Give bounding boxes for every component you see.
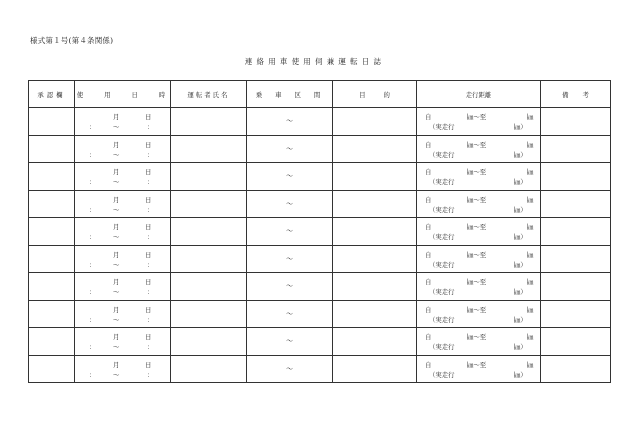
time-range-tilde: ～ (113, 233, 120, 241)
driver-cell[interactable] (171, 273, 247, 301)
distance-km-end-label: ㎞ (527, 223, 534, 231)
time-colon-start: ： (89, 343, 96, 351)
distance-km-to-label: ㎞～至 (467, 360, 487, 369)
day-label: 日 (145, 168, 152, 176)
time-colon-end: ： (147, 343, 154, 351)
header-remarks-part: 備 (562, 90, 569, 99)
datetime-cell[interactable] (75, 135, 171, 163)
distance-cell[interactable] (417, 328, 541, 356)
distance-from-label: 自 (425, 333, 432, 341)
purpose-cell[interactable] (333, 300, 417, 328)
distance-km-to-label: ㎞～至 (467, 333, 487, 341)
purpose-cell[interactable] (333, 190, 417, 218)
header-purpose-part: 的 (383, 90, 390, 99)
distance-cell[interactable] (417, 273, 541, 301)
time-colon-start: ： (89, 178, 96, 186)
actual-distance-km-label: ㎞） (514, 123, 527, 131)
actual-distance-km-label: ㎞） (514, 370, 527, 379)
log-row (29, 190, 611, 218)
distance-cell[interactable] (417, 163, 541, 191)
day-label: 日 (145, 195, 152, 204)
actual-distance-km-label: ㎞） (514, 343, 527, 351)
approval-cell[interactable] (29, 300, 75, 328)
distance-km-to-label: ㎞～至 (467, 223, 487, 231)
distance-km-end-label: ㎞ (527, 250, 534, 259)
purpose-cell[interactable] (333, 355, 417, 383)
approval-cell[interactable] (29, 273, 75, 301)
time-colon-end: ： (147, 315, 154, 324)
day-label: 日 (145, 223, 152, 231)
log-row (29, 245, 611, 273)
actual-distance-label: （実走行 (429, 288, 455, 296)
driver-cell[interactable] (171, 135, 247, 163)
time-colon-end: ： (147, 123, 154, 131)
remarks-cell[interactable] (541, 300, 611, 328)
approval-cell[interactable] (29, 135, 75, 163)
remarks-cell[interactable] (541, 245, 611, 273)
actual-distance-label: （実走行 (429, 205, 455, 214)
section-cell[interactable] (247, 300, 333, 328)
distance-from-label: 自 (425, 113, 432, 121)
driver-cell[interactable] (171, 245, 247, 273)
purpose-cell[interactable] (333, 273, 417, 301)
log-row (29, 108, 611, 136)
distance-from-label: 自 (425, 360, 432, 369)
section-cell[interactable] (247, 190, 333, 218)
time-colon-end: ： (147, 370, 154, 379)
day-label: 日 (145, 278, 152, 286)
time-colon-end: ： (147, 260, 154, 269)
time-colon-end: ： (147, 288, 154, 296)
distance-from-label: 自 (425, 195, 432, 204)
purpose-cell[interactable] (333, 218, 417, 246)
distance-from-label: 自 (425, 278, 432, 286)
datetime-cell[interactable] (75, 328, 171, 356)
time-colon-start: ： (89, 260, 96, 269)
remarks-cell[interactable] (541, 135, 611, 163)
month-label: 月 (113, 360, 120, 369)
header-section-part: 乗 (255, 90, 266, 99)
approval-cell[interactable] (29, 355, 75, 383)
month-label: 月 (113, 305, 120, 314)
approval-cell[interactable] (29, 190, 75, 218)
month-label: 月 (113, 333, 120, 341)
distance-from-label: 自 (425, 168, 432, 176)
day-label: 日 (145, 305, 152, 314)
month-label: 月 (113, 168, 120, 176)
header-distance: 走行距離 (417, 81, 541, 108)
form-number: 様式第１号(第４条関係) (30, 36, 114, 45)
driver-cell[interactable] (171, 355, 247, 383)
distance-km-to-label: ㎞～至 (467, 278, 487, 286)
actual-distance-km-label: ㎞） (514, 260, 527, 269)
header-datetime-part: 使 (76, 90, 87, 99)
actual-distance-label: （実走行 (429, 150, 455, 159)
time-range-tilde: ～ (113, 123, 120, 131)
driver-cell[interactable] (171, 300, 247, 328)
month-label: 月 (113, 278, 120, 286)
actual-distance-km-label: ㎞） (514, 233, 527, 241)
time-colon-end: ： (147, 150, 154, 159)
datetime-cell[interactable] (75, 163, 171, 191)
actual-distance-km-label: ㎞） (514, 315, 527, 324)
approval-cell[interactable] (29, 328, 75, 356)
distance-from-label: 自 (425, 305, 432, 314)
distance-cell[interactable] (417, 355, 541, 383)
driving-log-table (28, 80, 611, 383)
actual-distance-label: （実走行 (429, 178, 455, 186)
distance-cell[interactable] (417, 300, 541, 328)
actual-distance-label: （実走行 (429, 343, 455, 351)
time-range-tilde: ～ (113, 150, 120, 159)
remarks-cell[interactable] (541, 108, 611, 136)
actual-distance-km-label: ㎞） (514, 150, 527, 159)
day-label: 日 (145, 140, 152, 149)
datetime-cell[interactable] (75, 300, 171, 328)
section-cell[interactable] (247, 108, 333, 136)
distance-cell[interactable] (417, 108, 541, 136)
distance-km-end-label: ㎞ (527, 360, 534, 369)
header-section (247, 81, 333, 108)
month-label: 月 (113, 113, 120, 121)
distance-from-label: 自 (425, 250, 432, 259)
datetime-cell[interactable] (75, 108, 171, 136)
driver-cell[interactable] (171, 218, 247, 246)
time-colon-start: ： (89, 233, 96, 241)
distance-cell[interactable] (417, 135, 541, 163)
actual-distance-km-label: ㎞） (514, 205, 527, 214)
day-label: 日 (145, 333, 152, 341)
approval-cell[interactable] (29, 218, 75, 246)
header-approval: 承認欄 (29, 81, 75, 108)
section-tilde: ～ (286, 337, 293, 346)
month-label: 月 (113, 223, 120, 231)
distance-km-end-label: ㎞ (527, 168, 534, 176)
distance-km-to-label: ㎞～至 (467, 195, 487, 204)
distance-km-to-label: ㎞～至 (467, 305, 487, 314)
distance-km-end-label: ㎞ (527, 333, 534, 341)
time-colon-start: ： (89, 370, 96, 379)
section-cell[interactable] (247, 273, 333, 301)
day-label: 日 (145, 360, 152, 369)
section-tilde: ～ (286, 254, 293, 263)
datetime-cell[interactable] (75, 218, 171, 246)
section-tilde: ～ (286, 309, 293, 318)
time-range-tilde: ～ (113, 260, 120, 269)
distance-from-label: 自 (425, 140, 432, 149)
section-tilde: ～ (286, 227, 293, 236)
log-row (29, 135, 611, 163)
approval-cell[interactable] (29, 108, 75, 136)
time-range-tilde: ～ (113, 288, 120, 296)
month-label: 月 (113, 140, 120, 149)
day-label: 日 (145, 113, 152, 121)
purpose-cell[interactable] (333, 135, 417, 163)
purpose-cell[interactable] (333, 163, 417, 191)
distance-km-to-label: ㎞～至 (467, 113, 487, 121)
header-datetime-part: 日 (131, 90, 141, 99)
log-row (29, 218, 611, 246)
section-cell[interactable] (247, 135, 333, 163)
remarks-cell[interactable] (541, 190, 611, 218)
time-colon-end: ： (147, 233, 154, 241)
distance-from-label: 自 (425, 223, 432, 231)
driver-cell[interactable] (171, 190, 247, 218)
day-label: 日 (145, 250, 152, 259)
header-datetime (75, 81, 171, 108)
actual-distance-label: （実走行 (429, 123, 455, 131)
remarks-cell[interactable] (541, 355, 611, 383)
purpose-cell[interactable] (333, 108, 417, 136)
actual-distance-label: （実走行 (429, 370, 455, 379)
log-row (29, 355, 611, 383)
log-row (29, 273, 611, 301)
purpose-cell[interactable] (333, 245, 417, 273)
section-cell[interactable] (247, 218, 333, 246)
header-row (29, 81, 611, 108)
time-colon-end: ： (147, 205, 154, 214)
time-colon-end: ： (147, 178, 154, 186)
remarks-cell[interactable] (541, 163, 611, 191)
section-cell[interactable] (247, 245, 333, 273)
driver-cell[interactable] (171, 108, 247, 136)
distance-cell[interactable] (417, 190, 541, 218)
log-row (29, 163, 611, 191)
section-cell[interactable] (247, 163, 333, 191)
time-range-tilde: ～ (113, 205, 120, 214)
section-tilde: ～ (286, 282, 293, 291)
header-purpose-part: 目 (359, 90, 366, 99)
header-datetime-part: 時 (158, 90, 169, 99)
remarks-cell[interactable] (541, 273, 611, 301)
approval-cell[interactable] (29, 163, 75, 191)
actual-distance-label: （実走行 (429, 260, 455, 269)
header-section-part: 区 (294, 90, 304, 99)
month-label: 月 (113, 195, 120, 204)
time-colon-start: ： (89, 150, 96, 159)
distance-km-end-label: ㎞ (527, 278, 534, 286)
section-tilde: ～ (286, 117, 293, 126)
distance-km-to-label: ㎞～至 (467, 168, 487, 176)
section-tilde: ～ (286, 199, 293, 208)
driver-cell[interactable] (171, 328, 247, 356)
header-remarks-part: 考 (582, 90, 589, 99)
distance-km-to-label: ㎞～至 (467, 140, 487, 149)
distance-km-end-label: ㎞ (527, 305, 534, 314)
actual-distance-label: （実走行 (429, 233, 455, 241)
header-section-part: 間 (313, 90, 324, 99)
time-colon-start: ： (89, 315, 96, 324)
header-datetime-part: 用 (104, 90, 114, 99)
time-range-tilde: ～ (113, 370, 120, 379)
distance-km-end-label: ㎞ (527, 195, 534, 204)
section-tilde: ～ (286, 172, 293, 181)
distance-km-to-label: ㎞～至 (467, 250, 487, 259)
header-purpose (333, 81, 417, 108)
form-title: 連絡用車使用伺兼運転日誌 (244, 57, 386, 66)
actual-distance-label: （実走行 (429, 315, 455, 324)
log-row (29, 328, 611, 356)
datetime-cell[interactable] (75, 245, 171, 273)
section-tilde: ～ (286, 144, 293, 153)
log-row (29, 300, 611, 328)
distance-km-end-label: ㎞ (527, 140, 534, 149)
actual-distance-km-label: ㎞） (514, 178, 527, 186)
driver-cell[interactable] (171, 163, 247, 191)
distance-km-end-label: ㎞ (527, 113, 534, 121)
section-cell[interactable] (247, 328, 333, 356)
remarks-cell[interactable] (541, 218, 611, 246)
header-section-part: 車 (275, 90, 285, 99)
time-colon-start: ： (89, 288, 96, 296)
distance-cell[interactable] (417, 245, 541, 273)
time-colon-start: ： (89, 123, 96, 131)
time-range-tilde: ～ (113, 343, 120, 351)
distance-cell[interactable] (417, 218, 541, 246)
time-range-tilde: ～ (113, 178, 120, 186)
datetime-cell[interactable] (75, 355, 171, 383)
section-tilde: ～ (286, 364, 293, 373)
header-remarks (541, 81, 611, 108)
time-colon-start: ： (89, 205, 96, 214)
section-cell[interactable] (247, 355, 333, 383)
datetime-cell[interactable] (75, 273, 171, 301)
datetime-cell[interactable] (75, 190, 171, 218)
log-rows (29, 108, 611, 383)
purpose-cell[interactable] (333, 328, 417, 356)
header-driver: 運転者氏名 (171, 81, 247, 108)
month-label: 月 (113, 250, 120, 259)
actual-distance-km-label: ㎞） (514, 288, 527, 296)
time-range-tilde: ～ (113, 315, 120, 324)
remarks-cell[interactable] (541, 328, 611, 356)
approval-cell[interactable] (29, 245, 75, 273)
